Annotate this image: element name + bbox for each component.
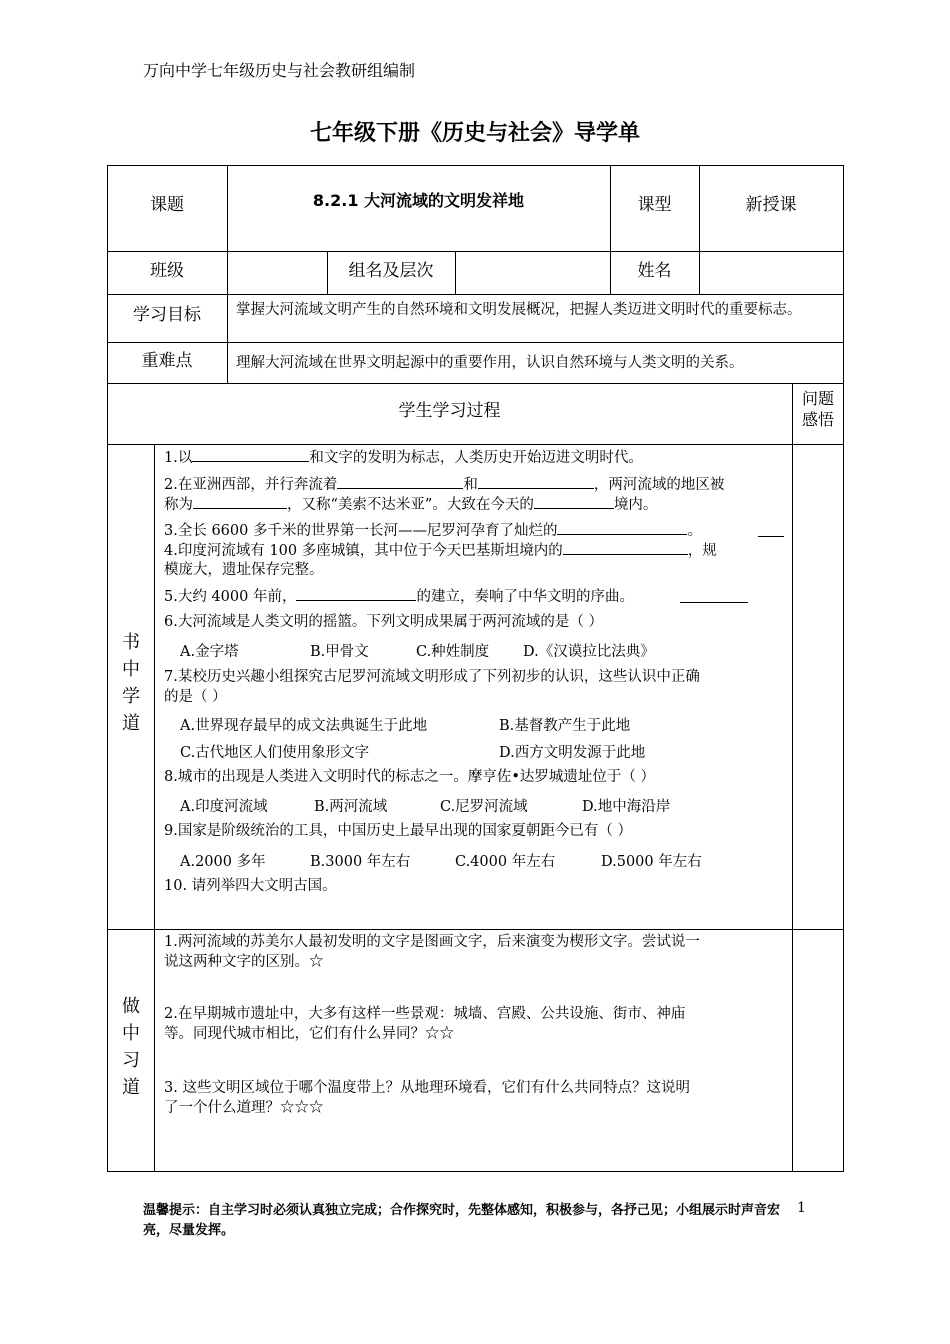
question-9: 9.国家是阶级统治的工具，中国历史上最早出现的国家夏朝距今已有（ ） [164, 823, 632, 839]
question-4-line1: 4.印度河流域有 100 多座城镇，其中位于今天巴基斯坦境内的 ，规 [164, 540, 784, 561]
practice-question-3-line2: 了一个什么道理？☆☆☆ [164, 1100, 324, 1116]
question-8: 8.城市的出现是人类进入文明时代的标志之一。摩亨佐•达罗城遗址位于（ ） [164, 769, 655, 785]
answer-blank[interactable] [193, 494, 287, 509]
page-number: 1 [797, 1200, 806, 1216]
question-1: 1.以 和文字的发明为标志，人类历史开始迈进文明时代。 [164, 447, 784, 468]
answer-blank[interactable] [296, 586, 416, 601]
group-label: 组名及层次 [348, 261, 434, 281]
type-label: 课型 [637, 195, 672, 215]
type-value: 新授课 [745, 195, 797, 215]
q7-option-d[interactable]: D.西方文明发源于此地 [499, 745, 646, 761]
answer-blank[interactable] [563, 540, 688, 555]
question-2-line1: 2.在亚洲西部，并行奔流着 和 ，两河流域的地区被 [164, 474, 784, 495]
answer-blank[interactable] [192, 447, 309, 462]
q6-option-d[interactable]: D.《汉谟拉比法典》 [523, 644, 655, 660]
q7-option-b[interactable]: B.基督教产生于此地 [499, 718, 631, 734]
q8-option-a[interactable]: A.印度河流域 [180, 799, 268, 815]
q6-option-b[interactable]: B.甲骨文 [310, 644, 369, 660]
practice-question-1-line1: 1.两河流域的苏美尔人最初发明的文字是图画文字，后来演变为楔形文字。尝试说一 [164, 934, 700, 950]
question-7-line1: 7.某校历史兴趣小组探究古尼罗河流域文明形成了下列初步的认识，这些认识中正确 [164, 669, 700, 685]
question-4-line2: 模庞大，遗址保存完整。 [164, 562, 324, 578]
goal-text: 掌握大河流域文明产生的自然环境和文明发展概况，把握人类迈进文明时代的重要标志。 [236, 302, 802, 318]
answer-blank[interactable] [337, 474, 463, 489]
class-field[interactable] [228, 252, 327, 294]
header-org: 万向中学七年级历史与社会教研组编制 [143, 61, 416, 80]
question-6: 6.大河流域是人类文明的摇篮。下列文明成果属于两河流域的是（ ） [164, 614, 603, 630]
class-label: 班级 [150, 261, 184, 281]
question-2-line2: 称为 ，又称“美索不达米亚”。大致在今天的 境内。 [164, 494, 784, 515]
q9-option-d[interactable]: D.5000 年左右 [601, 854, 702, 870]
question-5: 5.大约 4000 年前， 的建立，奏响了中华文明的序曲。 [164, 586, 784, 607]
key-label: 重难点 [141, 351, 193, 371]
q6-option-a[interactable]: A.金字塔 [180, 644, 239, 660]
q8-option-d[interactable]: D.地中海沿岸 [582, 799, 671, 815]
topic-label: 课题 [150, 195, 184, 215]
footer-tip: 温馨提示：自主学习时必须认真独立完成；合作探究时，先整体感知，积极参与，各抒己见；小组展示时声音宏亮，尽量发挥。 [143, 1203, 781, 1238]
question-3: 3.全长 6600 多千米的世界第一长河——尼罗河孕育了灿烂的 。 [164, 520, 784, 541]
practice-question-3-line1: 3. 这些文明区域位于哪个温度带上？从地理环境看，它们有什么共同特点？这说明 [164, 1080, 690, 1096]
page-title: 七年级下册《历史与社会》导学单 [309, 121, 640, 146]
q9-option-c[interactable]: C.4000 年左右 [455, 854, 556, 870]
q8-option-b[interactable]: B.两河流域 [314, 799, 388, 815]
answer-blank[interactable] [557, 520, 687, 535]
answer-blank[interactable] [534, 494, 614, 509]
key-text: 理解大河流域在世界文明起源中的重要作用，认识自然环境与人类文明的关系。 [236, 355, 744, 371]
answer-blank[interactable] [478, 474, 594, 489]
topic-value: 8.2.1 大河流域的文明发祥地 [312, 191, 525, 210]
q6-option-c[interactable]: C.种姓制度 [416, 644, 490, 660]
q7-option-c[interactable]: C.古代地区人们使用象形文字 [180, 745, 370, 761]
process-title: 学生学习过程 [398, 401, 501, 421]
name-field[interactable] [700, 252, 843, 294]
name-label: 姓名 [637, 261, 672, 281]
q8-option-c[interactable]: C.尼罗河流域 [440, 799, 528, 815]
practice-question-2-line1: 2.在早期城市遗址中，大多有这样一些景观：城墙、宫殿、公共设施、街市、神庙 [164, 1006, 686, 1022]
q9-option-a[interactable]: A.2000 多年 [180, 854, 266, 870]
practice-question-1-line2: 说这两种文字的区别。☆ [164, 954, 324, 970]
group-field[interactable] [456, 252, 610, 294]
practice-question-2-line2: 等。同现代城市相比，它们有什么异同？☆☆ [164, 1026, 454, 1042]
goal-label: 学习目标 [133, 305, 201, 325]
q9-option-b[interactable]: B.3000 年左右 [310, 854, 411, 870]
q7-option-a[interactable]: A.世界现存最早的成文法典诞生于此地 [180, 718, 428, 734]
question-7-line2: 的是（ ） [164, 689, 227, 705]
question-10: 10. 请列举四大文明古国。 [164, 878, 337, 894]
